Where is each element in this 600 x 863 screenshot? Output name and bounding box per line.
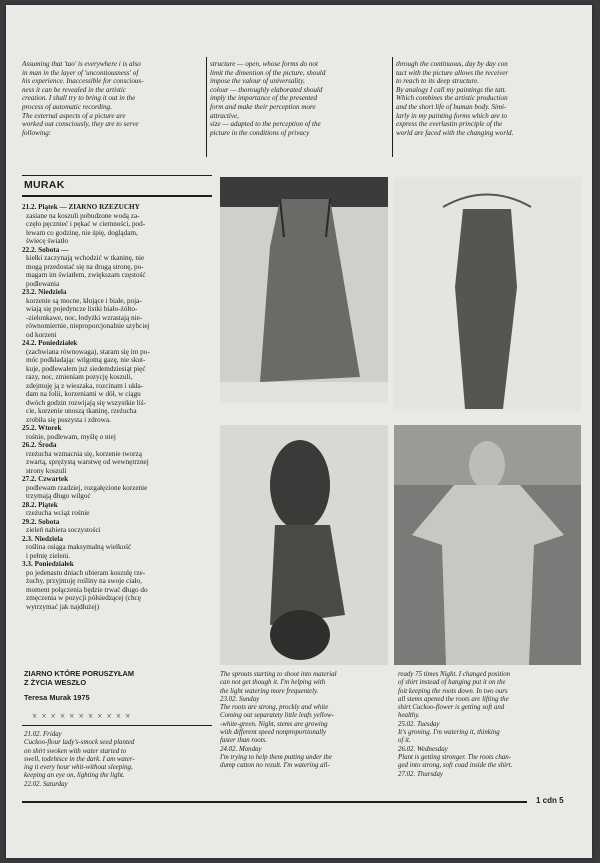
diary-text: kiełki zaczynają wchodzić w tkaninę, nie mogą przedostać się na drugą stronę, po- magam im światłem, zwiększam częstość podlewania <box>26 254 146 288</box>
diary-date: 3.3. Poniedziałek <box>22 560 74 568</box>
diary-date: 26.2. Środa <box>22 441 57 449</box>
diary-date: 22.2. Sobota — <box>22 245 69 254</box>
diary-date: 28.2. Piątek <box>22 500 58 509</box>
separator-crosses: × × × × × × × × × × × <box>32 711 132 721</box>
diary-date: 25.2. Wtorek <box>22 424 62 432</box>
diary-text: roślina osiąga maksymalną wielkość i pełnię zieleni. <box>26 543 132 560</box>
english-column-1: 21.02. Friday Cuckoo-flour lady's-smock seed planted on shirt swoken with water started to swell, todehisce in the dark. I am water- ing it every hour whit-without sleeping, keeping an eye on, lighting the light. 22.02. Saturday <box>24 731 135 788</box>
photo-dress-hanging <box>393 177 581 411</box>
diary-text: zieleń nabiera soczystości <box>26 526 101 534</box>
english-rule <box>22 725 212 726</box>
diary-text: korzenie są mocne, kłujące i białe, poja- wiają się pojedyncze listki biało-żółto- -zielonkawe, noc, łodyżki wzrastają nie- równomiernie, nieproporcjonalnie szybciej od korzeni <box>26 296 150 339</box>
intro-column-1: Assuming that 'tao' is everywhere i is also in man in the layer of 'uncontiousness' of his experience. Inaccessible for conscious- ness it can be revealed in the artistic creation. I shall try to bring it out in the process of automatic recording. The external aspects of a picture are worked out consciously, they are to serve following: <box>22 60 144 137</box>
intro-divider-1 <box>206 57 207 157</box>
diary-text: podlewam rzadziej, rozgałęzione korzenie trzymają długo wilgoć <box>26 483 148 500</box>
magazine-page <box>6 5 592 858</box>
diary-date: 23.2. Niedziela <box>22 288 67 296</box>
english-column-2: The sprouts starting to shoot into materiał can not get though it. I'm helping with the light watering more frequentely. 23.02. Sunday The roots are strong, prockly and white Coming out separatety little leafs yellow- -white-green. Night, stems are growing with different speed nonproportionally faster than roots. 24.02. Monday I'm trying to help them putting under the dump catton no rezult. I'm watering all- <box>220 671 337 770</box>
footer-rule <box>22 801 527 803</box>
diary-date: 29.2. Sobota <box>22 517 60 526</box>
intro-divider-2 <box>392 57 393 157</box>
diary-text: (zachwiana równowaga), staram się im po- móc podkładając wilgotną gazę, nie skut- kuje, podlewałem już siedemdziesiąt pięć razy, noc, zmieniam pozycję koszuli, zdejmuję ją z wieszaka, rozcinam i ukła- dam na folii, korzeniami w dół, w ciągu dwóch godzin rozwijają się wszystkie liś- cie, korzenie unoszą tkaninę, rzeżucha zrobiła się puszysta i zdrowa. <box>26 347 150 424</box>
diary-date: 24.2. Poniedziałek <box>22 339 78 347</box>
diary-date: 27.2. Czwartek <box>22 475 69 483</box>
photo-woman-front <box>394 425 581 665</box>
diary-date: 2.3. Niedziela <box>22 534 63 543</box>
intro-column-2: structure — open, whose forms do not limit the dimention of the picture, should impose the valour of universality, colour — thoroughly elaborated should imply the importance of the presented form and make their perception more attractive, size — adapted to the perception of the picture in the conditions of privacy <box>210 60 326 137</box>
diary-text: rzeżucha wciąż rośnie <box>26 509 90 517</box>
polish-diary <box>22 203 214 611</box>
diary-text: rośnie, podlewam, myślę o niej <box>26 432 116 441</box>
author-line: Teresa Murak 1975 <box>24 693 90 702</box>
page-number: 1 cdn 5 <box>536 796 564 805</box>
heading-rule-top <box>22 175 212 176</box>
heading-rule-bottom <box>22 195 212 197</box>
section-heading: MURAK <box>24 179 65 191</box>
english-column-3: ready 75 times Night. I changed position of shirt instead of hanging put it on the foit keeping the roots down. In two ours all stems apened the roots are lifting the shirt Cuckoo-flower is getting soft and healthy. 25.02. Tuesday It's groning. I'm watering it, thinking of it. 26.02. Wednesday Plant is getting stronger. The roots chan- ged into strong, soft coad inside the shirt. 27.02. Thursday <box>398 671 513 778</box>
polish-title: ZIARNO KTÓRE PORUSZYŁAM Z ŻYCIA WESZŁO <box>24 669 135 687</box>
photo-dress-flat <box>220 177 388 403</box>
diary-text: rzeżucha wzmacnia się, korzenie tworzą zwartą, sprężystą warstwę od wewnętrznej strony koszuli <box>26 449 149 475</box>
diary-text: po jedenastu dniach ubieram koszulę rze- żuchy, przyjmuję rośliny na swoje ciało, moment połączenia będzie trwać długo do zmęczenia w pozycji półsiedzącej (chcę wytrzymać jak najdłużej) <box>26 568 148 611</box>
diary-text: zasiane na koszuli pobudzone wodą za- częło pęcznieć i pękać w ciemności, pod- lewam co godzinę, nie śpię, doglądam, świecę światło <box>26 211 146 245</box>
intro-column-3: through the continuous, day by day con tact with the picture allows the receiver to reach to its deep structure. By analogy I call my paintings the tatt. Which combines the artistic production and the short life of human body. Simi- larly in my painting forms which are to express the everlastin principle of the world are faced with the changing world. <box>396 60 514 137</box>
photo-woman-back <box>220 425 388 665</box>
diary-date: 21.2. Piątek — ZIARNO RZEZUCHY <box>22 203 140 211</box>
